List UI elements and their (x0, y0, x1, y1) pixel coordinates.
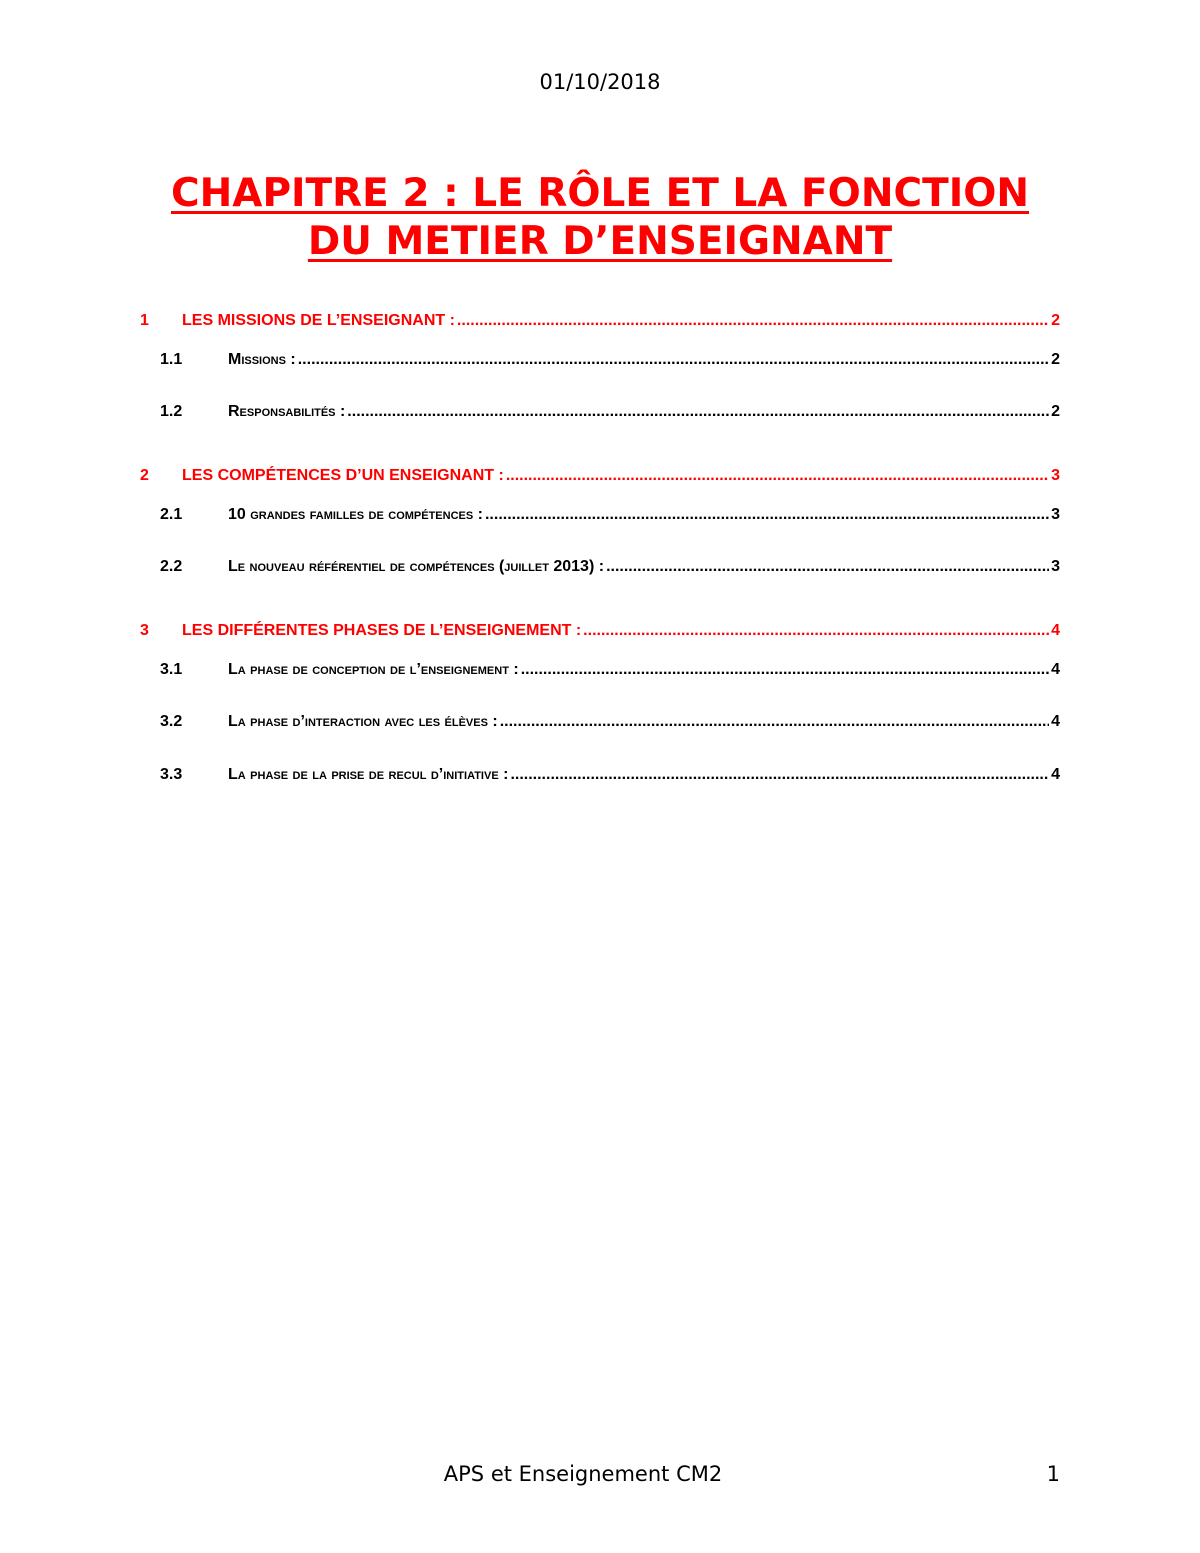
toc-entry-page: 2 (1051, 312, 1060, 329)
toc-dot-leader (485, 506, 1049, 524)
toc-entry-page: 2 (1051, 351, 1060, 368)
toc-entry-title: LES COMPÉTENCES D’UN ENSEIGNANT : (182, 467, 504, 484)
chapter-title-line-2: DU METIER D’ENSEIGNANT (307, 219, 893, 264)
toc-entry-page: 4 (1051, 766, 1060, 783)
toc-entry-number: 2.1 (160, 506, 183, 523)
toc-entry-title: Responsabilités : (228, 403, 346, 420)
toc-entry-3[interactable] (140, 622, 1060, 640)
toc-dot-leader (457, 312, 1049, 330)
toc-entry-title: 10 grandes familles de compétences : (228, 506, 483, 523)
toc-entry-number: 1.2 (160, 403, 183, 420)
toc-entry-title: La phase d’interaction avec les élèves : (228, 713, 498, 730)
toc-entry-title: Le nouveau référentiel de compétences (juillet 2013) : (228, 558, 605, 575)
toc-entry-3-1[interactable] (140, 661, 1060, 679)
toc-dot-leader (347, 403, 1049, 421)
toc-entry-page: 4 (1051, 713, 1060, 730)
toc-entry-1[interactable] (140, 312, 1060, 330)
footer-page-number: 1 (1046, 1462, 1060, 1486)
toc-dot-leader (606, 558, 1049, 576)
toc-entry-title: Missions : (228, 351, 296, 368)
toc-entry-number: 2.2 (160, 558, 183, 575)
toc-entry-2[interactable] (140, 467, 1060, 485)
toc-entry-1-2[interactable] (140, 403, 1060, 421)
toc-entry-page: 3 (1051, 467, 1060, 484)
chapter-title-line-1: CHAPITRE 2 : LE RÔLE ET LA FONCTION (171, 171, 1029, 216)
toc-entry-title: La phase de la prise de recul d’initiative : (228, 766, 509, 783)
toc-entry-number: 3 (140, 622, 149, 639)
toc-dot-leader (506, 467, 1049, 485)
toc-dot-leader (521, 661, 1049, 679)
footer-title: APS et Enseignement CM2 (443, 1462, 723, 1486)
toc-entry-3-2[interactable] (140, 713, 1060, 731)
header-date: 01/10/2018 (539, 70, 661, 94)
toc-entry-2-2[interactable] (140, 558, 1060, 576)
toc-entry-page: 3 (1051, 506, 1060, 523)
toc-entry-title: LES DIFFÉRENTES PHASES DE L’ENSEIGNEMENT : (182, 622, 582, 639)
toc-entry-number: 3.2 (160, 713, 183, 730)
toc-entry-title: LES MISSIONS DE L’ENSEIGNANT : (182, 312, 455, 329)
toc-entry-page: 3 (1051, 558, 1060, 575)
toc-entry-number: 3.3 (160, 766, 183, 783)
toc-dot-leader (510, 766, 1049, 784)
toc-entry-page: 2 (1051, 403, 1060, 420)
toc-entry-1-1[interactable] (140, 351, 1060, 369)
chapter-title (100, 170, 1100, 266)
toc-entry-3-3[interactable] (140, 766, 1060, 784)
toc-entry-page: 4 (1051, 622, 1060, 639)
toc-dot-leader (583, 622, 1049, 640)
toc-entry-number: 1 (140, 312, 149, 329)
toc-entry-number: 3.1 (160, 661, 183, 678)
toc-entry-page: 4 (1051, 661, 1060, 678)
toc-entry-number: 2 (140, 467, 149, 484)
toc-dot-leader (298, 351, 1049, 369)
toc-entry-2-1[interactable] (140, 506, 1060, 524)
toc-entry-number: 1.1 (160, 351, 183, 368)
toc-entry-title: La phase de conception de l’enseignement : (228, 661, 519, 678)
toc-dot-leader (500, 713, 1049, 731)
